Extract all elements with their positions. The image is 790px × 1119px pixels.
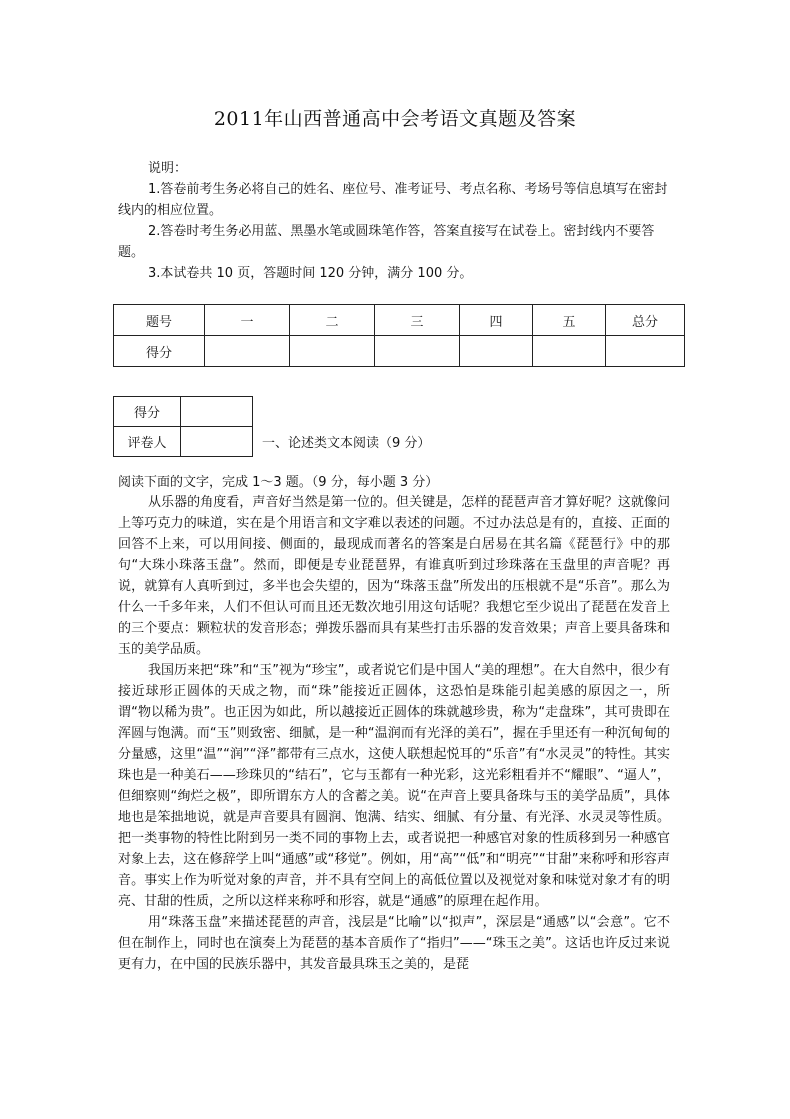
page-title: 2011年山西普通高中会考语文真题及答案 xyxy=(213,108,577,130)
reading-instruction: 阅读下面的文字，完成 1～3 题。（9 分，每小题 3 分） xyxy=(118,475,439,490)
grader-cell[interactable] xyxy=(181,427,253,457)
note-item: 3.本试卷共 10 页，答题时间 120 分钟，满分 100 分。 xyxy=(148,266,473,281)
row-label: 得分 xyxy=(114,336,205,367)
table-header-cell: 总分 xyxy=(606,305,685,336)
notes-heading: 说明： xyxy=(148,161,188,176)
note-item: 1.答卷前考生务必将自己的姓名、座位号、准考证号、考点名称、考场号等信息填写在密封线内的相应位置。 xyxy=(118,182,668,218)
table-header-row xyxy=(114,305,685,336)
grader-label: 评卷人 xyxy=(114,427,181,457)
table-row xyxy=(114,336,685,367)
score-cell[interactable] xyxy=(460,336,533,367)
passage-paragraph: 我国历来把“珠”和“玉”视为“珍宝”，或者说它们是中国人“美的理想”。在大自然中，很少有接近球形正圆体的天成之物，而“珠”能接近正圆体，这恐怕是珠能引起美感的原因之一，所谓“物以稀为贵”。也正因为如此，所以越接近正圆体的珠就越珍贵，称为“走盘珠”，其可贵即在浑圆与饱满。而“玉”则致密、细腻，是一种“温润而有光泽的美石”，握在手里还有一种沉甸甸的分量感，这里“温”“润”“泽”都带有三点水，这使人联想起悦耳的“乐音”有“水灵灵”的特性。其实珠也是一种美石——珍珠贝的“结石”，它与玉都有一种光彩，这光彩粗看并不“耀眼”、“逼人”，但细察则“绚烂之极”，即所谓东方人的含蓄之美。说“在声音上要具备珠与玉的美学品质”，具体地也是笨拙地说，就是声音要具有圆润、饱满、结实、细腻、有分量、有光泽、水灵灵等性质。把一类事物的特性比附到另一类不同的事物上去，或者说把一种感官对象的性质移到另一种感官对象上去，这在修辞学上叫“通感”或“移觉”。例如，用“高”“低”和“明亮”“甘甜”来称呼和形容声音。事实上作为听觉对象的声音，并不具有空间上的高低位置以及视觉对象和味觉对象才有的明亮、甘甜的性质，之所以这样来称呼和形容，就是“通感”的原理在起作用。 xyxy=(118,663,670,909)
table-header-cell: 题号 xyxy=(114,305,205,336)
passage-paragraph: 从乐器的角度看，声音好当然是第一位的。但关键是，怎样的琵琶声音才算好呢？这就像问上等巧克力的味道，实在是个用语言和文字难以表述的问题。不过办法总是有的，直接、正面的回答不上来，可以用间接、侧面的，最现成而著名的答案是白居易在其名篇《琵琶行》中的那句“大珠小珠落玉盘”。然而，即便是专业琵琶界，有谁真听到过珍珠落在玉盘里的声音呢？再说，就算有人真听到过，多半也会失望的，因为“珠落玉盘”所发出的压根就不是“乐音”。那么为什么一千多年来，人们不但认可而且还无数次地引用这句话呢？我想它至少说出了琵琶在发音上的三个要点：颗粒状的发音形态；弹拨乐器而具有某些打击乐器的发音效果；声音上要具备珠和玉的美学品质。 xyxy=(118,495,670,657)
score-cell[interactable] xyxy=(606,336,685,367)
score-summary-table xyxy=(113,304,685,367)
section-heading: 一、论述类文本阅读（9 分） xyxy=(262,436,431,451)
table-header-cell: 一 xyxy=(205,305,290,336)
table-header-cell: 三 xyxy=(375,305,460,336)
exam-instructions xyxy=(118,158,678,284)
table-header-cell: 四 xyxy=(460,305,533,336)
score-cell[interactable] xyxy=(205,336,290,367)
score-cell[interactable] xyxy=(181,397,253,427)
score-label: 得分 xyxy=(114,397,181,427)
grader-table xyxy=(113,396,253,457)
table-header-cell: 五 xyxy=(533,305,606,336)
score-cell[interactable] xyxy=(290,336,375,367)
reading-passage xyxy=(118,492,670,975)
passage-paragraph: 用“珠落玉盘”来描述琵琶的声音，浅层是“比喻”以“拟声”，深层是“通感”以“会意”。它不但在制作上，同时也在演奏上为琵琶的基本音质作了“指归”——“珠玉之美”。这话也许反过来说更有力，在中国的民族乐器中，其发音最具珠玉之美的，是琵 xyxy=(118,915,670,972)
score-cell[interactable] xyxy=(533,336,606,367)
note-item: 2.答卷时考生务必用蓝、黑墨水笔或圆珠笔作答，答案直接写在试卷上。密封线内不要答题。 xyxy=(118,224,655,260)
table-header-cell: 二 xyxy=(290,305,375,336)
score-cell[interactable] xyxy=(375,336,460,367)
